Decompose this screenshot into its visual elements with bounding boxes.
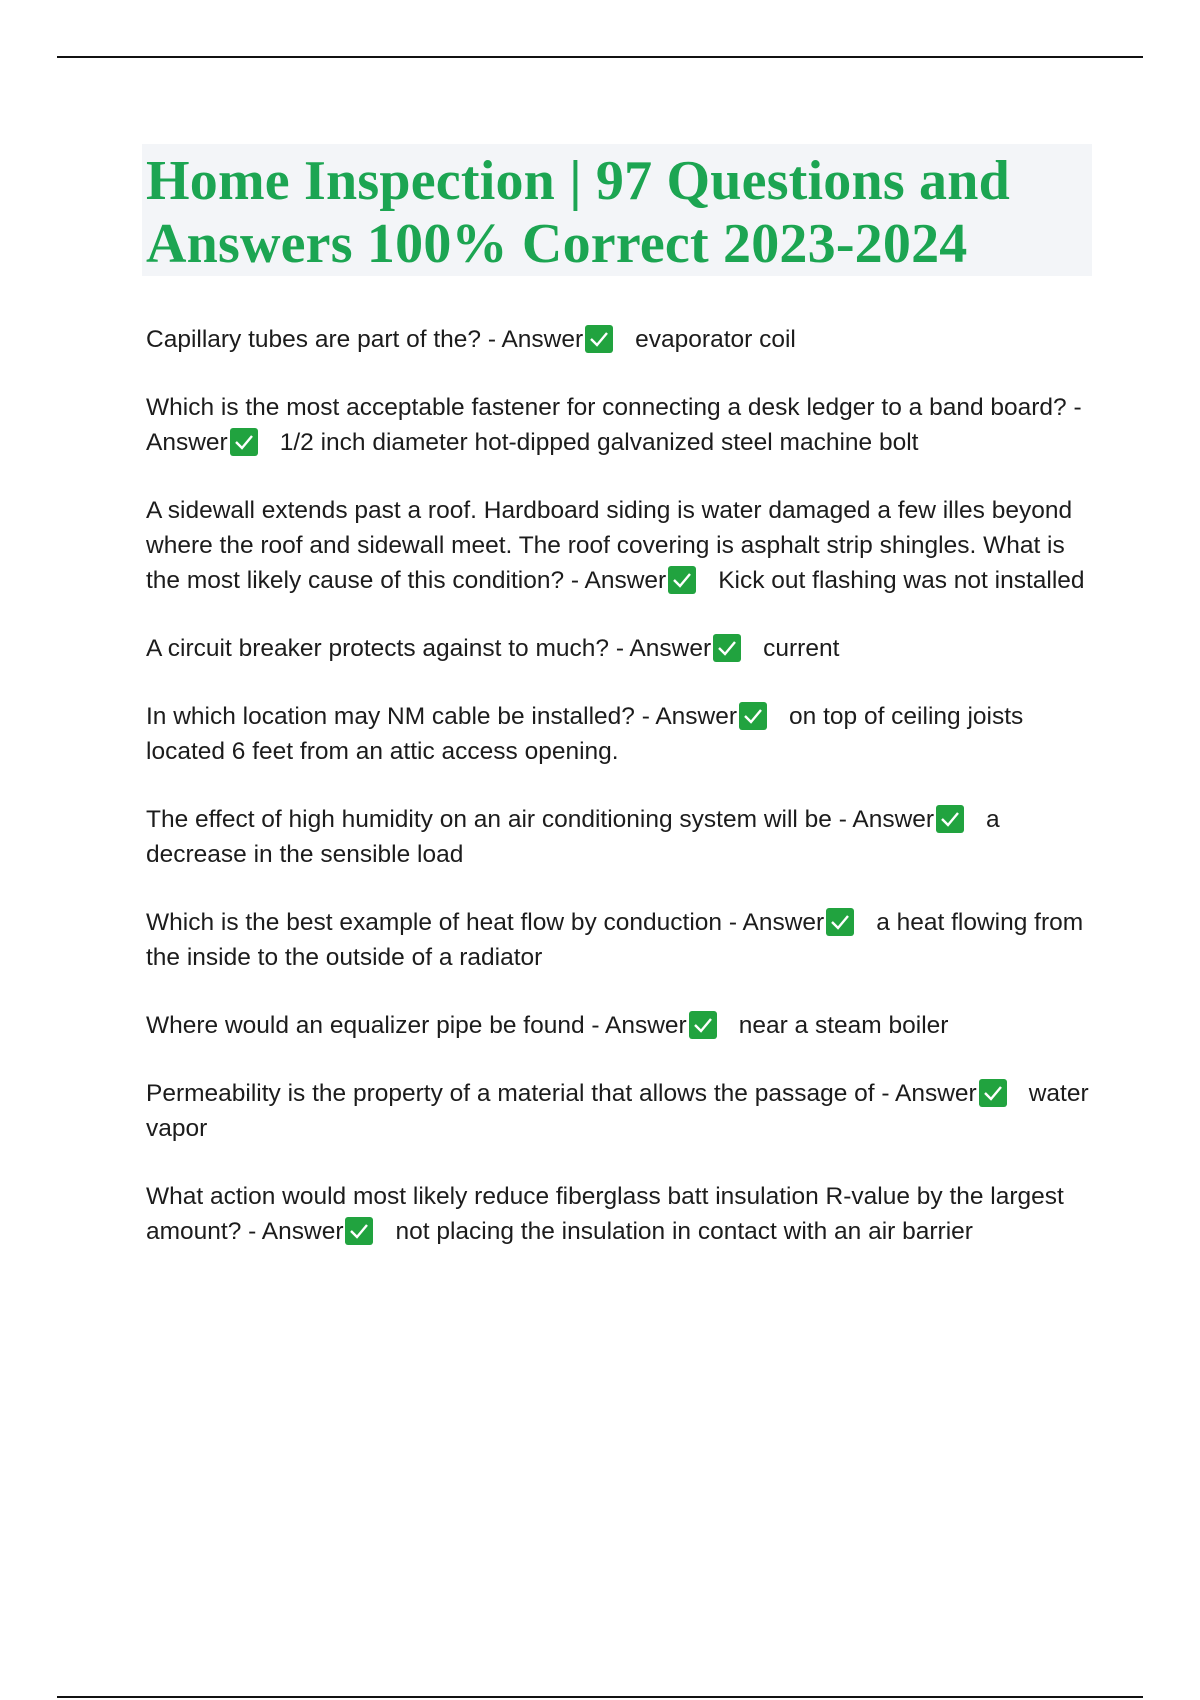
answer-text: current [763,635,840,662]
top-rule [57,56,1143,58]
answer-text: evaporator coil [635,326,796,353]
qa-item [146,1179,1096,1249]
answer-marker: - Answer [881,1080,977,1107]
question-text: Where would an equalizer pipe be found [146,1012,585,1039]
question-text: A sidewall extends past a roof. Hardboard siding is water damaged a few illes beyond where the roof and sidewall meet. The roof covering is asphalt strip shingles. What is the most likely cause of this condition? [146,497,1073,594]
question-text: In which location may NM cable be installed? [146,703,635,730]
qa-item [146,1076,1096,1146]
qa-list [146,322,1096,1282]
answer-text: not placing the insulation in contact with an air barrier [395,1218,973,1245]
qa-item [146,699,1096,769]
answer-marker: - Answer [641,703,738,730]
question-text: What action would most likely reduce fiberglass batt insulation R-value by the largest amount? [146,1183,1064,1245]
answer-marker: - Answer [591,1012,687,1039]
answer-marker: - Answer [487,326,584,353]
answer-marker: - Answer [615,635,712,662]
check-box-icon [979,1079,1007,1107]
answer-text: 1/2 inch diameter hot-dipped galvanized steel machine bolt [279,429,919,456]
question-text: Which is the best example of heat flow by conduction [146,909,723,936]
qa-item [146,631,1096,666]
check-box-icon [689,1011,717,1039]
question-text: A circuit breaker protects against to much? [146,635,609,662]
answer-marker: - Answer [838,806,935,833]
answer-marker: - Answer [570,567,667,594]
check-box-icon [936,805,964,833]
check-box-icon [739,702,767,730]
question-text: Capillary tubes are part of the? [146,326,482,353]
question-text: Which is the most acceptable fastener for connecting a desk ledger to a band board? [146,394,1067,421]
check-box-icon [230,428,258,456]
answer-marker: - Answer [146,394,1082,456]
qa-item [146,905,1096,975]
qa-item [146,322,1096,357]
qa-item [146,390,1096,460]
check-box-icon [585,325,613,353]
qa-item [146,493,1096,598]
answer-text: Kick out flashing was not installed [718,567,1085,594]
check-box-icon [713,634,741,662]
answer-marker: - Answer [248,1218,344,1245]
page-title: Home Inspection | 97 Questions and Answers 100% Correct 2023-2024 [146,150,1010,275]
title-banner [142,144,1092,276]
qa-item [146,1008,1096,1043]
answer-text: on top of ceiling joists located 6 feet from an attic access opening. [146,703,1024,765]
bottom-rule [57,1696,1143,1698]
check-box-icon [668,566,696,594]
answer-text: a heat flowing from the inside to the outside of a radiator [146,909,1084,971]
check-box-icon [345,1217,373,1245]
answer-text: a decrease in the sensible load [146,806,1000,868]
question-text: Permeability is the property of a material that allows the passage of [146,1080,875,1107]
answer-text: near a steam boiler [738,1012,949,1039]
answer-marker: - Answer [728,909,825,936]
check-box-icon [826,908,854,936]
answer-text: water vapor [146,1080,1089,1142]
question-text: The effect of high humidity on an air conditioning system will be [146,806,832,833]
qa-item [146,802,1096,872]
